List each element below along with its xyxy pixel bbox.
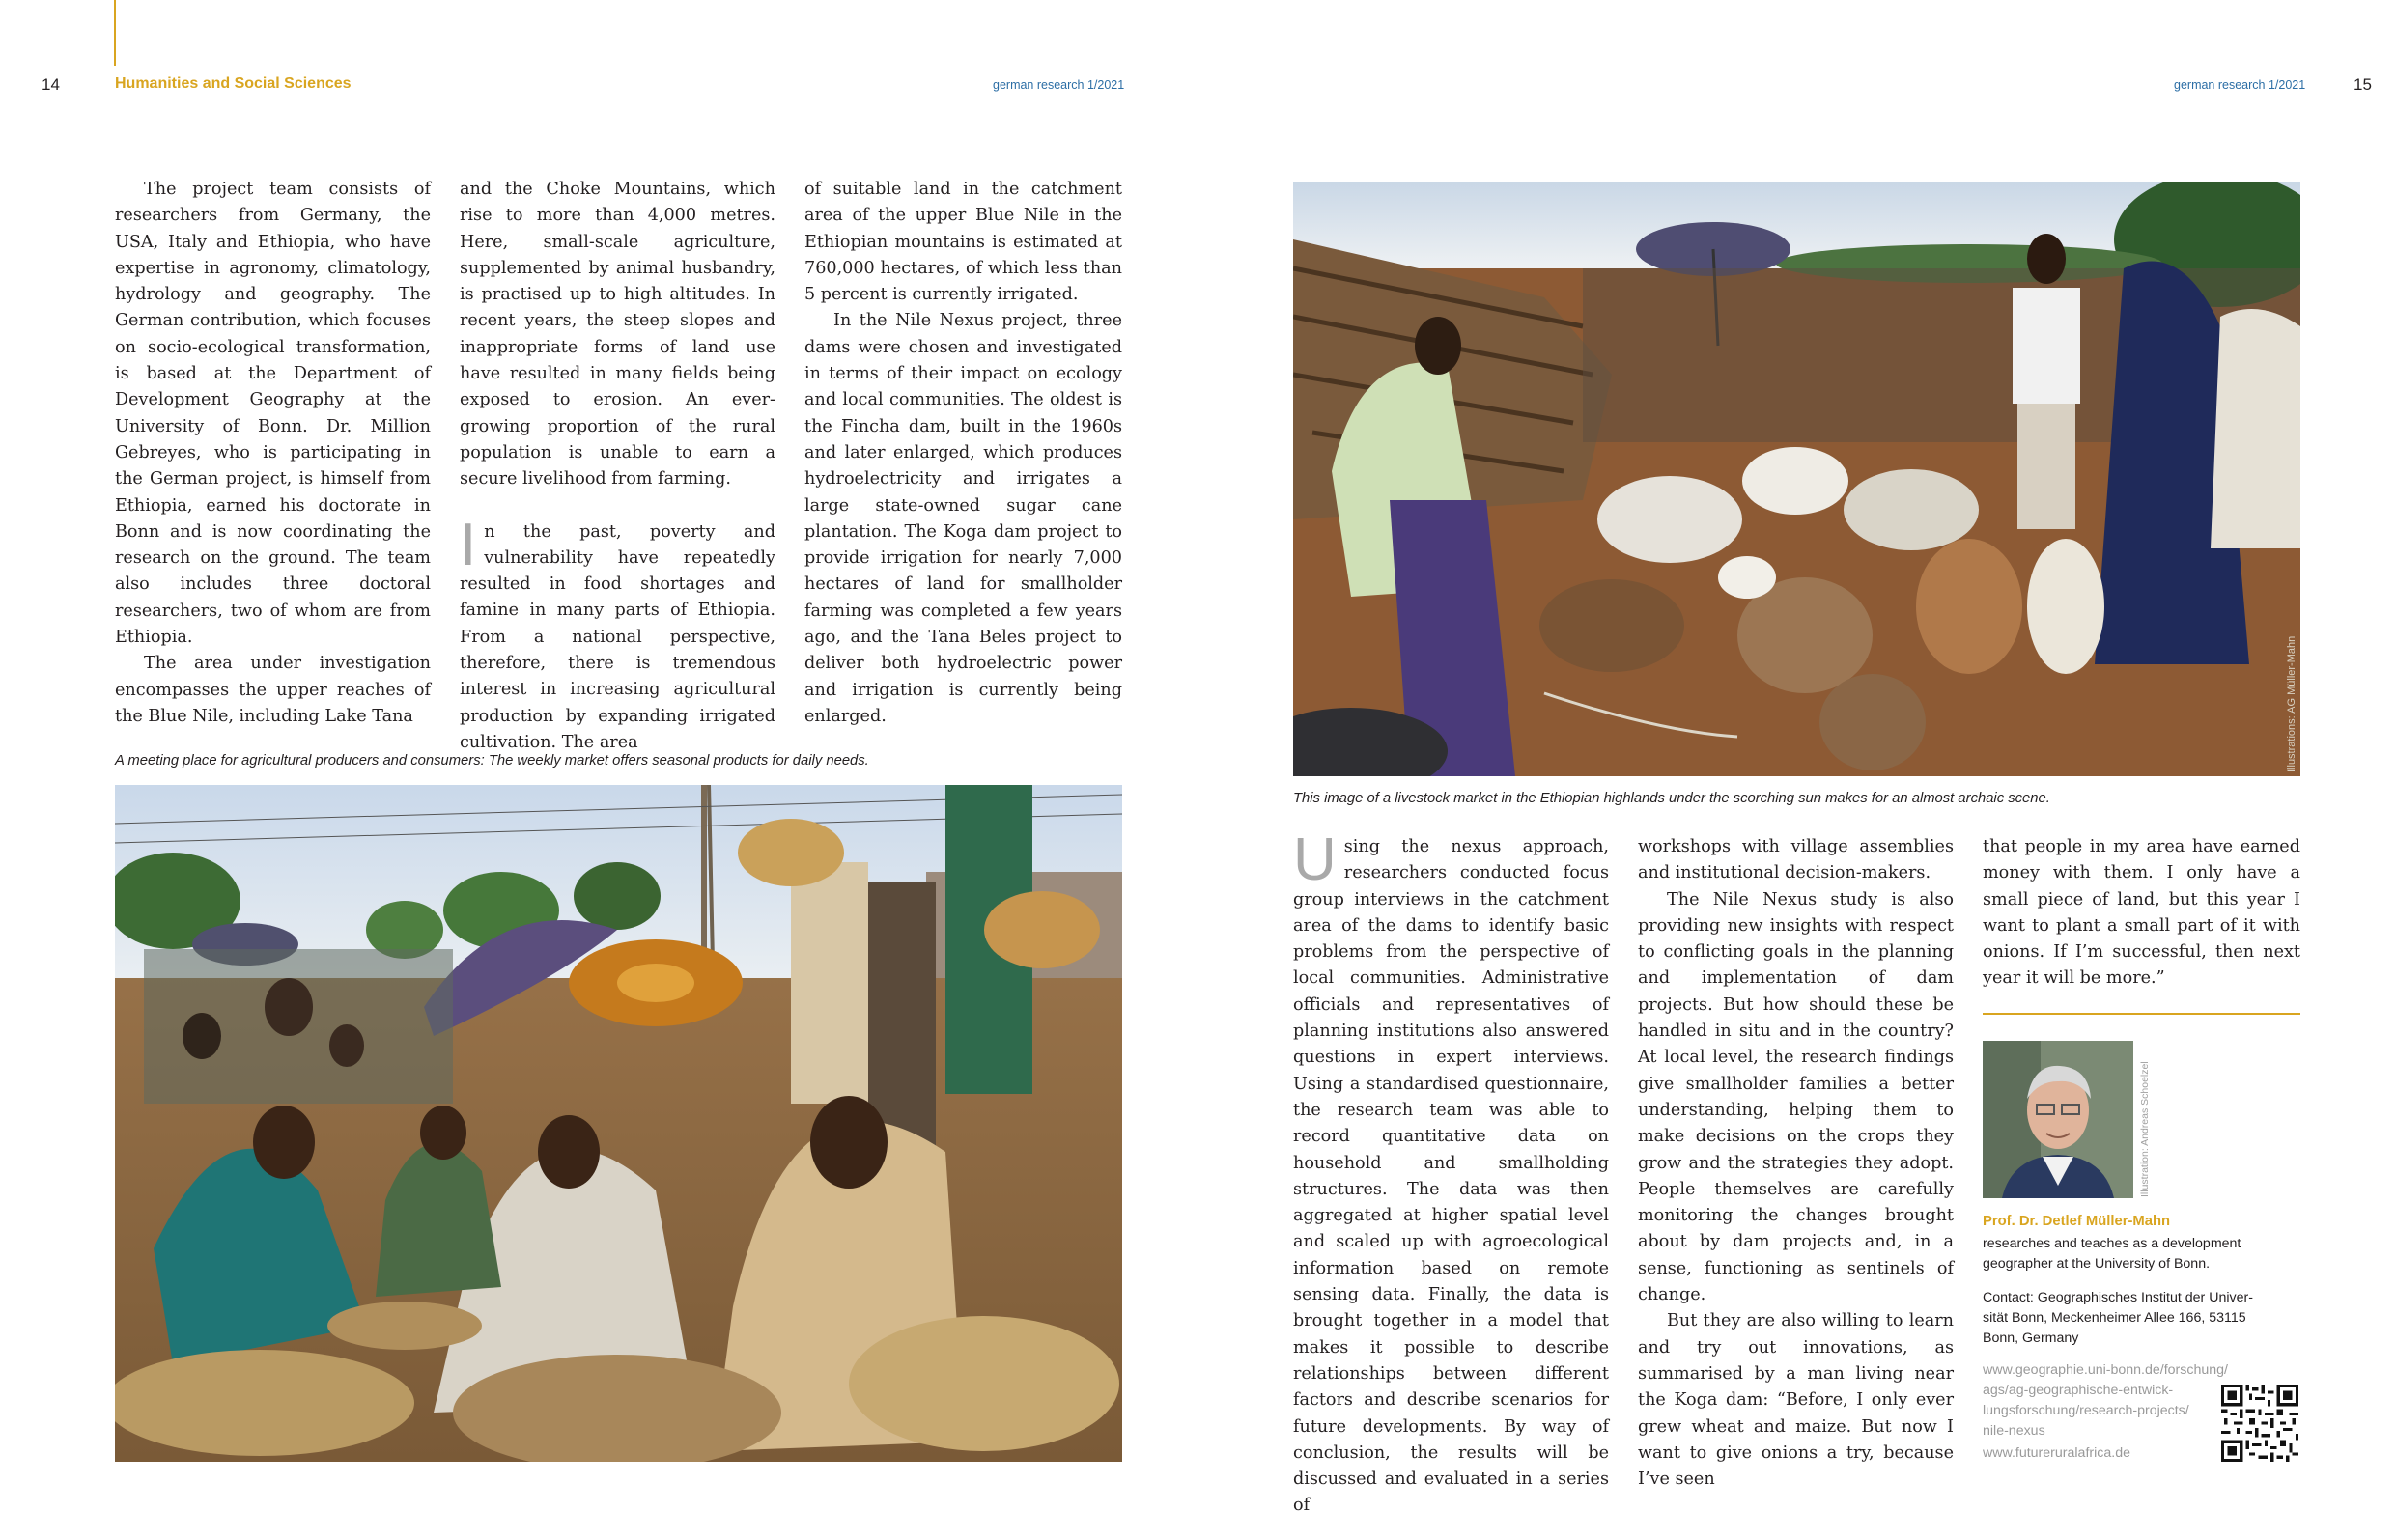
paragraph: workshops with village assemblies and institutional decision-makers. [1638,837,1954,883]
url-line: lungsforschung/research-projects/ [1983,1403,2189,1418]
paragraph-with-dropcap [1293,826,1609,1520]
photo-credit: Illustrations: AG Müller-Mahn [2286,635,2297,772]
right-photo-caption: This image of a livestock market in the Ethiopian highlands under the scorching sun makes for an almost archaic scene. [1293,791,2050,806]
left-column-2 [460,177,775,756]
author-portrait [1983,1041,2133,1198]
right-column-2 [1638,834,1954,1493]
portrait-credit: Illustration: Andreas Schoelzel [2139,1061,2151,1197]
livestock-photo-illustration [1293,182,2300,776]
paragraph: of suitable land in the catchment area of the upper Blue Nile in the Ethiopian mountains is estimated at 760,000 hectares, of which less than 5 percent is currently irrigated. [804,180,1122,305]
section-title: Humanities and Social Sciences [115,75,352,92]
paragraph: In the Nile Nexus project, three dams were chosen and investigated in terms of their impact on ecology and local communities. The oldest is the Fincha dam, built in the 1960s and later enlarged, which produces hydroelectricity and irrigates a large state-owned sugar cane plantation. The Koga dam project to provide irrigation for nearly 7,000 hectares of land for smallholder farming was completed a few years ago, and the Tana Beles project to deliver both hydroelectric power and irrigation is currently being enlarged. [804,311,1122,726]
right-column-1 [1293,826,1609,1520]
left-running-title: german research 1/2021 [993,78,1125,92]
bio-line: researches and teaches as a development [1983,1236,2241,1251]
market-photo-illustration [115,785,1122,1462]
url-line: ags/ag-geographische-entwick- [1983,1383,2174,1398]
author-name: Prof. Dr. Detlef Müller-Mahn [1983,1214,2171,1229]
contact-line: Bonn, Germany [1983,1330,2079,1346]
url-line: nile-nexus [1983,1423,2045,1439]
livestock-photo [1293,182,2300,776]
future-rural-africa-url[interactable]: www.futureruralafrica.de [1983,1445,2130,1461]
project-url[interactable] [1983,1360,2228,1442]
drop-cap: U [1293,826,1337,893]
paragraph: The area under investigation encompasses the upper reaches of the Blue Nile, including Lake Tana [115,654,431,726]
url-line: www.geographie.uni-bonn.de/forschung/ [1983,1362,2228,1378]
contact-line: Contact: Geographisches Institut der Univer- [1983,1290,2253,1305]
paragraph: But they are also willing to learn and try out innovations, as summarised by a man living near the Koga dam: “Before, I only ever grew wheat and maize. But now I want to give onions a try, because I’ve seen [1638,1311,1954,1490]
paragraph: and the Choke Mountains, which rise to more than 4,000 metres. Here, small-scale agriculture, supplemented by animal husbandry, is practised up to high altitudes. In recent years, the steep slopes and inappropriate forms of land use have resulted in many fields being exposed to erosion. An ever-growing proportion of the rural population is unable to earn a secure livelihood from farming. [460,180,775,490]
right-running-title: german research 1/2021 [2174,78,2306,92]
author-bio [1983,1234,2241,1274]
contact-line: sität Bonn, Meckenheimer Allee 166, 53115 [1983,1310,2246,1326]
right-page-number: 15 [2354,75,2372,94]
paragraph-text: sing the nexus approach, researchers conducted focus group interviews in the catchment area of the dams to identify basic problems from the perspective of local communities. Administrative officials and representatives of planning institutions also answered questions in expert interviews. Using a standardised questionnaire, the research team was able to record quantitative data on household and smallholding structures. The data was then aggregated at higher spatial level and scaled up with agroecological information based on remote sensing data. Finally, the data is brought together in a model that makes it possible to describe relationships between different factors and describe scenarios for future developments. By way of conclusion, the results will be discussed and evaluated in a series of [1293,837,1609,1516]
author-contact [1983,1288,2253,1349]
qr-code-icon [2221,1385,2298,1462]
left-page-number: 14 [42,75,60,94]
paragraph: that people in my area have earned money with them. I only have a small piece of land, but this year I want to plant a small part of it with onions. If I’m successful, then next year it will be more.” [1983,837,2300,989]
left-column-3 [804,177,1122,730]
left-column-1 [115,177,431,730]
paragraph-with-dropcap [460,511,775,757]
gutter-tick [114,0,116,66]
drop-cap: I [460,511,477,578]
author-box-rule [1983,1013,2300,1015]
paragraph: The project team consists of researchers from Germany, the USA, Italy and Ethiopia, who have expertise in agronomy, climatology, hydrology and geography. The German contribution, which focuses on socio-ecological transformation, is based at the Department of Development Geography at the University of Bonn. Dr. Million Gebreyes, who is participating in the German project, is himself from Ethiopia, earned his doctorate in Bonn and is now coordinating the research on the ground. The team also includes three doctoral researchers, two of whom are from Ethiopia. [115,180,431,648]
qr-code-graphic [2221,1385,2298,1462]
bio-line: geographer at the University of Bonn. [1983,1256,2211,1272]
paragraph-text: n the past, poverty and vulnerability have repeatedly resulted in food shortages and famine in many parts of Ethiopia. From a national perspective, therefore, there is tremendous interest in increasing agricultural production by expanding irrigated cultivation. The area [460,521,775,752]
left-photo-caption: A meeting place for agricultural producers and consumers: The weekly market offers seasonal products for daily needs. [115,753,869,769]
market-photo [115,785,1122,1462]
paragraph: The Nile Nexus study is also providing new insights with respect to conflicting goals in the planning and implementation of dam projects. But how should these be handled in situ and in the country? At local level, the research findings give smallholder families a better understanding, helping them to make decisions on the crops they grow and the strategies they adopt. People themselves are carefully monitoring the changes brought about by dam projects and, in a sense, functioning as sentinels of change. [1638,889,1954,1305]
author-portrait-illustration [1983,1041,2133,1198]
right-column-3 [1983,834,2300,993]
